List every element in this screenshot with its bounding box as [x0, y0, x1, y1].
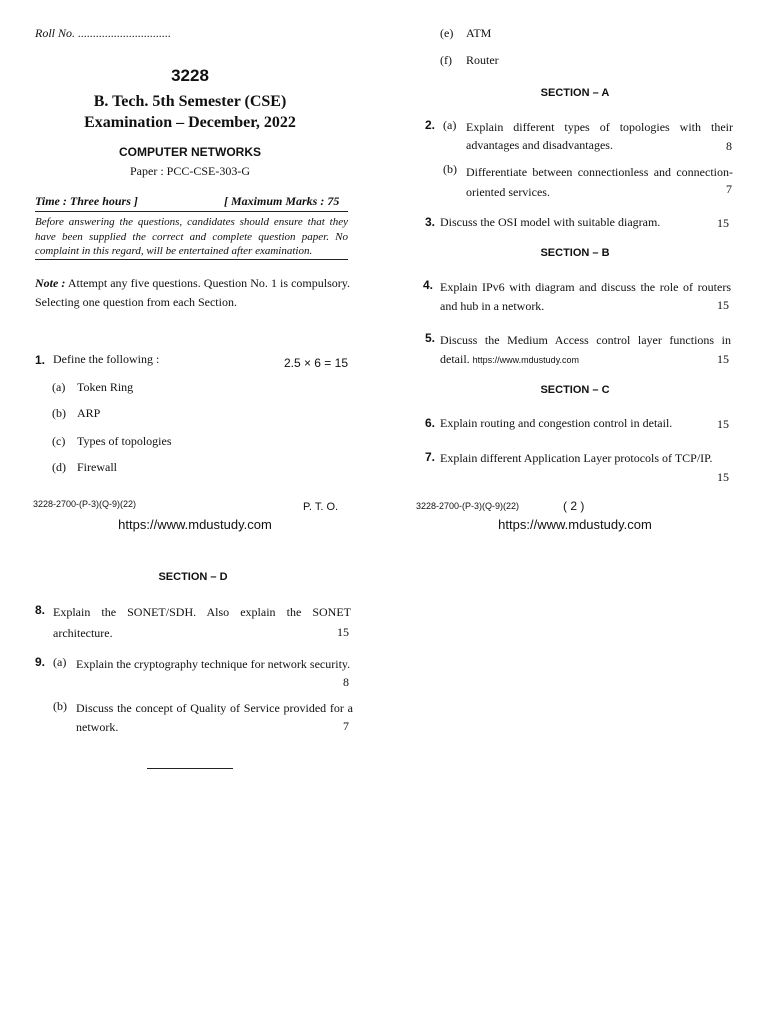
course-title: B. Tech. 5th Semester (CSE) — [93, 93, 287, 110]
q1-item-a-text: Token Ring — [77, 380, 134, 394]
q1-marks: 2.5 × 6 = 15 — [283, 356, 348, 370]
source-url-page1[interactable]: https://www.mdustudy.com — [118, 517, 272, 532]
footer-code-page2: 3228-2700-(P-3)(Q-9)(22) — [416, 501, 520, 511]
q1-item-b-label: (b) — [52, 406, 66, 420]
q8-number: 8. — [35, 603, 46, 617]
q2b-text: Differentiate between connectionless and connection-oriented services. — [466, 165, 733, 199]
note-label: Note : — [35, 276, 66, 290]
q8-marks: 15 — [337, 625, 349, 639]
q1-item-d-text: Firewall — [77, 460, 117, 474]
exam-title: Examination – December, 2022 — [84, 114, 296, 131]
q3-number: 3. — [425, 215, 436, 229]
roll-number: Roll No. ............................... — [35, 26, 172, 40]
time-label: Time : Three hours ] — [35, 194, 138, 208]
q9a-label: (a) — [53, 655, 67, 669]
q1-item-d-label: (d) — [52, 460, 66, 474]
subject-title: COMPUTER NETWORKS — [119, 145, 261, 159]
q5-marks: 15 — [717, 352, 729, 366]
end-of-paper-rule — [147, 768, 233, 769]
q2b-marks: 7 — [726, 182, 732, 196]
q4-number: 4. — [423, 278, 434, 292]
q7-number: 7. — [425, 450, 436, 464]
q1-item-c-label: (c) — [52, 434, 66, 448]
q6-number: 6. — [425, 416, 436, 430]
q1-item-e-label: (e) — [440, 26, 454, 40]
q6-text: Explain routing and congestion control in detail. — [440, 416, 673, 430]
q9b-marks: 7 — [343, 719, 349, 733]
q9-number: 9. — [35, 655, 46, 669]
q1-item-a-label: (a) — [52, 380, 66, 394]
q5-number: 5. — [425, 331, 436, 345]
q9b-text: Discuss the concept of Quality of Service provided for a network. — [76, 701, 353, 734]
note-text: Attempt any five questions. Question No. 1 is compulsory. Selecting one question from each Section. — [35, 276, 350, 309]
paper-code-line: Paper : PCC-CSE-303-G — [130, 164, 250, 178]
q1-item-f-label: (f) — [440, 53, 452, 67]
q3-text: Discuss the OSI model with suitable diagram. — [440, 215, 661, 229]
q5-text-body: Discuss the Medium Access control layer functions in detail. — [440, 333, 731, 366]
note — [35, 274, 350, 312]
q6-marks: 15 — [717, 417, 729, 431]
instructions: Before answering the questions, candidates should ensure that they have been supplied the correct and complete question paper. No complaint in this regard, will be entertained after examination. — [35, 216, 348, 257]
q4-text: Explain IPv6 with diagram and discuss the role of routers and hub in a network. — [440, 280, 731, 313]
q2a-text: Explain different types of topologies with their advantages and disadvantages. — [466, 120, 733, 152]
header-divider — [35, 211, 348, 212]
q3-marks: 15 — [717, 216, 729, 230]
q2a-label: (a) — [443, 118, 457, 132]
instructions-divider — [35, 259, 348, 260]
q1-text: Define the following : — [53, 352, 160, 366]
section-c-heading: SECTION – C — [540, 384, 610, 396]
q8-text: Explain the SONET/SDH. Also explain the SONET architecture. — [53, 605, 351, 640]
q4-marks: 15 — [717, 298, 729, 312]
page-number: ( 2 ) — [563, 499, 585, 513]
q2b-label: (b) — [443, 162, 457, 176]
paper-code: 3228 — [171, 66, 209, 85]
pto: P. T. O. — [303, 501, 339, 513]
q7-marks: 15 — [717, 470, 729, 484]
q9b-label: (b) — [53, 699, 67, 713]
footer-code-page1: 3228-2700-(P-3)(Q-9)(22) — [33, 499, 137, 509]
section-b-heading: SECTION – B — [540, 247, 610, 259]
q1-number: 1. — [35, 353, 46, 367]
q1-item-c-text: Types of topologies — [77, 434, 172, 448]
q1-item-e-text: ATM — [466, 26, 492, 40]
q9a-text: Explain the cryptography technique for network security. — [76, 657, 351, 671]
max-marks-label: [ Maximum Marks : 75 — [224, 194, 340, 208]
q9a-marks: 8 — [343, 675, 349, 689]
source-url-page2[interactable]: https://www.mdustudy.com — [498, 517, 652, 532]
q5-inline-url[interactable]: https://www.mdustudy.com — [472, 355, 580, 365]
section-d-heading: SECTION – D — [158, 571, 228, 583]
q1-item-f-text: Router — [466, 53, 499, 67]
q5-text — [440, 331, 731, 370]
section-a-heading: SECTION – A — [540, 87, 610, 99]
q2a-marks: 8 — [726, 139, 732, 153]
q1-item-b-text: ARP — [77, 406, 101, 420]
q7-text: Explain different Application Layer protocols of TCP/IP. — [440, 451, 713, 465]
q2-number: 2. — [425, 118, 436, 132]
